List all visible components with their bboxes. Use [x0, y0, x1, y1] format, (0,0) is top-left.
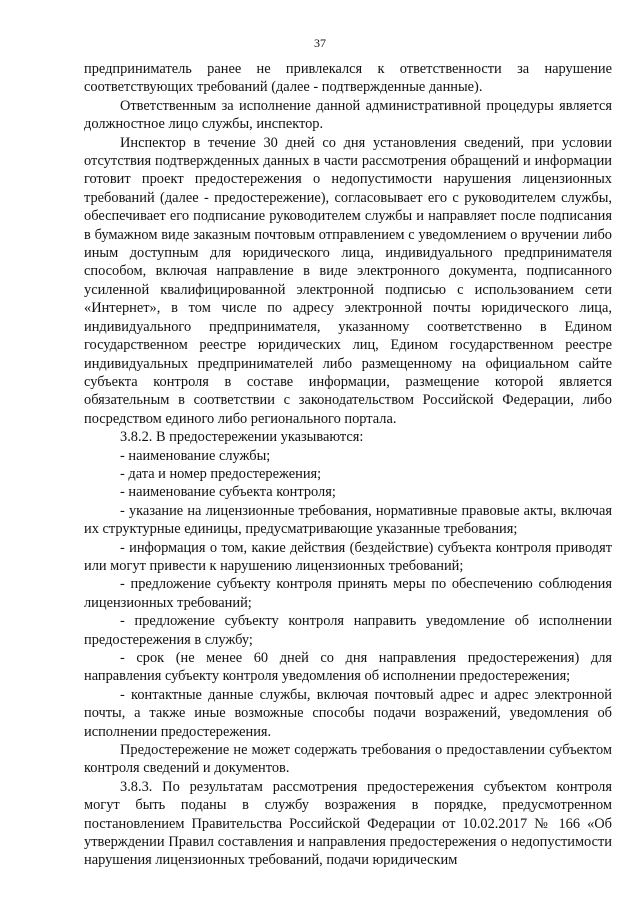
list-item: - наименование субъекта контроля; — [120, 484, 336, 501]
paragraph: Предостережение не может содержать требования о предоставлении субъектом контроля сведений и документов. — [84, 742, 612, 777]
document-body — [84, 60, 612, 870]
list-item: - информация о том, какие действия (бездействие) субъекта контроля приводят или могут привести к нарушению лицензионных требований; — [84, 539, 612, 574]
page-number: 37 — [314, 36, 326, 50]
paragraph: Инспектор в течение 30 дней со дня установления сведений, при условии отсутствия подтвержденных данных в части рассмотрения обращений и информации готовит проект предостережения о недопустимости нарушения лицензионных требований (далее - предостережение), согласовывает его с руководителем службы, обеспечивает его подписание руководителем службы и направляет после подписания в бумажном виде заказным почтовым отправлением с уведомлением о вручении либо иным доступным для юридического лица, индивидуального предпринимателя способом, включая направление в виде электронного документа, подписанного усиленной квалифицированной электронной подписью с использованием сети «Интернет», в том числе по адресу электронной почты юридического лица, индивидуального предпринимателя, указанному соответственно в Едином государственном реестре юридических лиц, Едином государственном реестре индивидуальных предпринимателей либо размещенному на официальном сайте субъекта контроля в составе информации, размещение которой является обязательным в соответствии с законодательством Российской Федерации, либо посредством единого либо регионального портала. — [84, 134, 612, 427]
list-item: - наименование службы; — [120, 447, 271, 464]
list-item: - контактные данные службы, включая почтовый адрес и адрес электронной почты, а также иные возможные способы подачи возражений, уведомления об исполнении предостережения. — [84, 686, 612, 740]
paragraph: Ответственным за исполнение данной административной процедуры является должностное лицо службы, инспектор. — [84, 97, 612, 133]
list-item: - предложение субъекту контроля направить уведомление об исполнении предостережения в службу; — [84, 613, 612, 648]
list-item: - дата и номер предостережения; — [120, 465, 322, 482]
list-item: - предложение субъекту контроля принять меры по обеспечению соблюдения лицензионных требований; — [84, 576, 612, 611]
section-heading: 3.8.2. В предостережении указываются: — [120, 429, 364, 446]
list-item: - срок (не менее 60 дней со дня направления предостережения) для направления субъекту контроля уведомления об исполнении предостережения; — [84, 650, 612, 685]
list-item: - указание на лицензионные требования, нормативные правовые акты, включая их структурные единицы, предусматривающие указанные требования; — [84, 502, 612, 538]
paragraph: 3.8.3. По результатам рассмотрения предостережения субъектом контроля могут быть поданы в службу возражения в порядке, предусмотренном постановлением Правительства Российской Федерации от 10.02.2017 № 166 «Об утверждении Правил составления и направления предостережения о недопустимости нарушения лицензионных требований, подачи юридическим — [84, 778, 612, 869]
paragraph: предприниматель ранее не привлекался к ответственности за нарушение соответствующих требований (далее - подтвержденные данные). — [84, 61, 612, 96]
